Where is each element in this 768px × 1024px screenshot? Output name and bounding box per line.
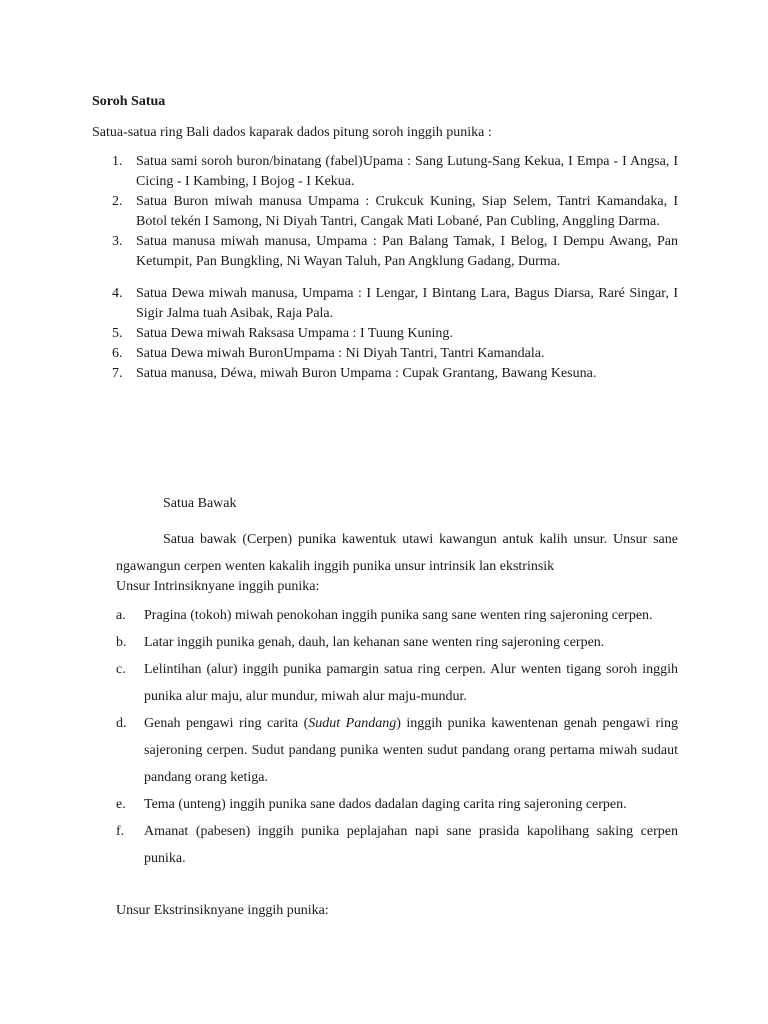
section-title-satua-bawak: Satua Bawak: [163, 496, 237, 511]
list-item-text: Satua Dewa miwah BuronUmpama : Ni Diyah Tantri, Tantri Kamandala.: [136, 346, 545, 361]
list-item-text: Latar inggih punika genah, dauh, lan kehanan sane wenten ring sajeroning cerpen.: [144, 635, 605, 650]
list-letter: d.: [116, 716, 127, 731]
list-item: [116, 602, 678, 629]
list-item-text: Amanat (pabesen) inggih punika peplajahan napi sane prasida kapolihang saking cerpen punika.: [144, 824, 678, 866]
list-item-text: Satua sami soroh buron/binatang (fabel)Upama : Sang Lutung-Sang Kekua, I Empa - I Angsa, I Cicing - I Kambing, I Bojog - I Kekua.: [136, 154, 678, 189]
list-item: [116, 656, 678, 710]
list-item-text: Satua manusa miwah manusa, Umpama : Pan Balang Tamak, I Belog, I Dempu Awang, Pan Ketumpit, Pan Bungkling, Ni Wayan Taluh, Pan Angklung Gadang, Durma.: [136, 234, 678, 269]
list-item: [92, 284, 678, 324]
list-item: [92, 344, 678, 364]
section-heading-soroh-satua: Soroh Satua: [92, 94, 166, 109]
list-item: [116, 710, 678, 791]
list-item-text-italic: Sudut Pandang: [308, 716, 397, 731]
list-letter: a.: [116, 608, 126, 623]
list-item: [116, 818, 678, 872]
satua-bawak-paragraph: Satua bawak (Cerpen) punika kawentuk utawi kawangun antuk kalih unsur. Unsur sane ngawangun cerpen wenten kakalih inggih punika unsur intrinsik lan ekstrinsik: [116, 532, 678, 574]
list-number: 1.: [112, 154, 123, 169]
list-item: [116, 791, 678, 818]
list-number: 2.: [112, 194, 123, 209]
list-item-text: Lelintihan (alur) inggih punika pamargin satua ring cerpen. Alur wenten tigang soroh inggih punika alur maju, alur mundur, miwah alur maju-mundur.: [144, 662, 678, 704]
list-number: 5.: [112, 326, 123, 341]
intro-text: Satua-satua ring Bali dados kaparak dados pitung soroh inggih punika :: [92, 125, 492, 140]
list-item: [92, 152, 678, 192]
list-item: [116, 629, 678, 656]
list-letter: e.: [116, 797, 126, 812]
list-item: [92, 324, 678, 344]
list-number: 3.: [112, 234, 123, 249]
list-letter: f.: [116, 824, 125, 839]
list-letter: c.: [116, 662, 126, 677]
list-item: [92, 364, 678, 384]
intrinsic-elements-list: [116, 602, 678, 872]
satua-types-list: [92, 152, 678, 384]
intrinsic-heading: Unsur Intrinsiknyane inggih punika:: [116, 579, 320, 594]
list-number: 7.: [112, 366, 123, 381]
list-number: 4.: [112, 286, 123, 301]
list-item: [92, 232, 678, 272]
list-letter: b.: [116, 635, 127, 650]
list-item-text-pre: Genah pengawi ring carita (: [144, 716, 309, 731]
list-item-text: Satua Dewa miwah Raksasa Umpama : I Tuung Kuning.: [136, 326, 453, 341]
list-item-text: Pragina (tokoh) miwah penokohan inggih punika sang sane wenten ring sajeroning cerpen.: [144, 608, 653, 623]
list-item-text-post: ) inggih punika kawentenan genah pengawi ring sajeroning cerpen. Sudut pandang punika wenten sudut pandang orang pertama miwah sudaut pandang orang ketiga.: [144, 716, 679, 785]
list-item-text: Satua Buron miwah manusa Umpama : Crukcuk Kuning, Siap Selem, Tantri Kamandaka, I Botol tekén I Samong, Ni Diyah Tantri, Cangak Mati Lobané, Pan Cubling, Anggling Darma.: [136, 194, 678, 229]
list-item-text: Tema (unteng) inggih punika sane dados dadalan daging carita ring sajeroning cerpen.: [144, 797, 627, 812]
list-item: [92, 192, 678, 232]
list-item-text: Satua Dewa miwah manusa, Umpama : I Lengar, I Bintang Lara, Bagus Diarsa, Raré Singar, I Sigir Jalma tuah Asibak, Raja Pala.: [136, 286, 678, 321]
list-item-text: Satua manusa, Déwa, miwah Buron Umpama : Cupak Grantang, Bawang Kesuna.: [136, 366, 597, 381]
list-number: 6.: [112, 346, 123, 361]
extrinsic-heading: Unsur Ekstrinsiknyane inggih punika:: [116, 903, 329, 918]
